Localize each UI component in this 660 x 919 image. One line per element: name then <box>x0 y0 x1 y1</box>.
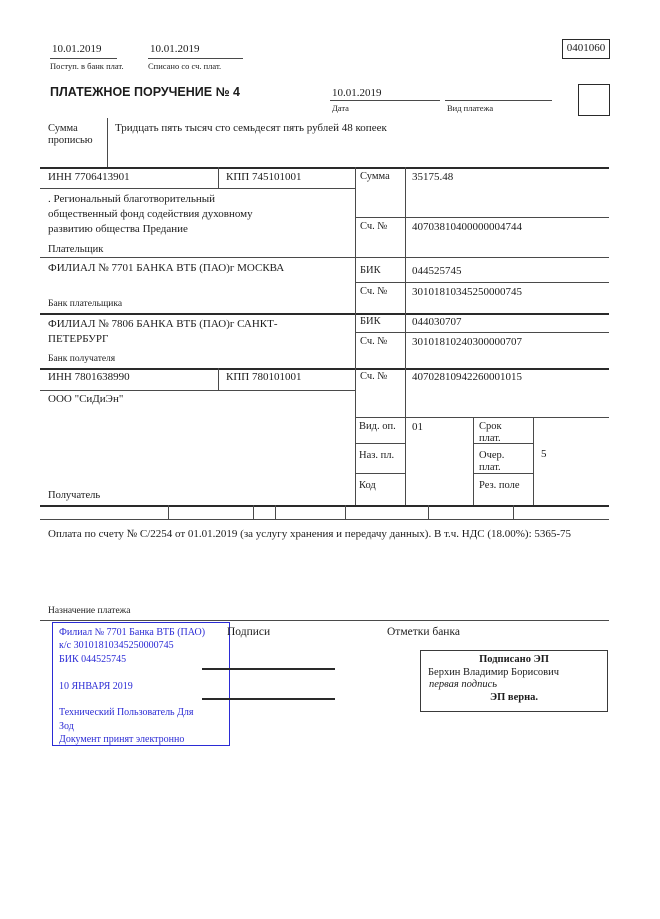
table-line <box>40 313 609 315</box>
sum-label: Сумма <box>360 171 390 182</box>
payer-bank-label: Банк плательщика <box>48 299 123 309</box>
table-line <box>40 167 609 169</box>
table-line <box>40 390 355 391</box>
table-line <box>40 188 355 189</box>
page-title: ПЛАТЕЖНОЕ ПОРУЧЕНИЕ № 4 <box>50 85 240 99</box>
table-line <box>40 519 609 520</box>
payee-bank-bik: 044030707 <box>412 316 462 328</box>
stamp-line: БИК 044525745 <box>59 653 127 665</box>
signatures-label: Подписи <box>227 626 271 638</box>
divider <box>168 505 169 519</box>
table-line <box>355 417 609 418</box>
divider <box>445 100 552 101</box>
divider <box>107 118 108 167</box>
payee-bank-label: Банк получателя <box>48 354 116 364</box>
table-line <box>355 473 405 474</box>
stamp-line <box>59 693 229 706</box>
stamp-line: к/с 30101810345250000745 <box>59 640 174 652</box>
divider <box>428 505 429 519</box>
payer-bank-bik: 044525745 <box>412 265 462 277</box>
payer-bank-account-label: Сч. № <box>360 286 388 297</box>
stamp-line: 10 ЯНВАРЯ 2019 <box>59 680 133 692</box>
divider <box>473 417 474 505</box>
signature-line <box>202 698 335 700</box>
payment-type-label: Вид платежа <box>447 103 494 113</box>
divider <box>218 368 219 390</box>
payer-account: 40703810400000004744 <box>412 221 522 233</box>
payee-account-label: Сч. № <box>360 371 388 382</box>
divider <box>330 100 440 101</box>
table-line <box>355 217 609 218</box>
payer-bank-account: 30101810345250000745 <box>412 286 522 298</box>
sum-value: 35175.48 <box>412 171 454 183</box>
divider <box>253 505 254 519</box>
bank-marks-label: Отметки банка <box>387 626 460 638</box>
stamp-line: Документ принят электронно <box>59 734 185 746</box>
table-line <box>40 257 609 258</box>
divider <box>50 58 117 59</box>
payment-purpose-text: Оплата по счету № С/2254 от 01.01.2019 (за услугу хранения и передачу данных). В т.ч. НДС (18.00%): 5365-75 <box>48 528 572 540</box>
divider <box>533 417 534 505</box>
divider <box>355 167 356 505</box>
electronic-signature-box <box>420 650 608 712</box>
payee-bank-account: 30101810240300000707 <box>412 336 522 348</box>
table-line <box>355 332 609 333</box>
payee-inn: ИНН 7801638990 <box>48 371 130 383</box>
divider <box>218 167 219 188</box>
payee-bank-account-label: Сч. № <box>360 336 388 347</box>
payment-order-label: Очер. плат. <box>479 450 505 473</box>
reserve-field-label: Рез. поле <box>479 480 520 491</box>
payer-bank-name: ФИЛИАЛ № 7701 БАНКА ВТБ (ПАО)г МОСКВА <box>48 262 285 274</box>
op-type-label: Вид. оп. <box>359 421 396 432</box>
received-date-label: Поступ. в банк плат. <box>50 61 124 71</box>
divider <box>275 505 276 519</box>
divider <box>405 167 406 505</box>
payee-bank-name: ФИЛИАЛ № 7806 БАНКА ВТБ (ПАО)г САНКТ-ПЕТЕРБУРГ <box>48 318 278 345</box>
purpose-code-label: Наз. пл. <box>359 450 395 461</box>
ep-title: Подписано ЭП <box>479 654 549 665</box>
divider <box>148 58 243 59</box>
payer-account-label: Сч. № <box>360 221 388 232</box>
table-line <box>355 282 609 283</box>
table-line <box>40 505 609 507</box>
form-code-box: 0401060 <box>562 39 610 59</box>
divider <box>513 505 514 519</box>
table-line <box>40 620 609 621</box>
stamp-line: Зод <box>59 720 74 732</box>
stamp-line: Технический Пользователь Для <box>59 707 194 719</box>
payee-bank-bik-label: БИК <box>360 316 381 327</box>
payment-type-box <box>578 84 610 116</box>
amount-words-label: Сумма прописью <box>48 123 93 146</box>
payee-account: 40702810942260001015 <box>412 371 522 383</box>
debited-date-label: Списано со сч. плат. <box>148 61 222 71</box>
payer-bank-bik-label: БИК <box>360 265 381 276</box>
ep-sign-type: первая подпись <box>429 679 498 690</box>
payment-term-label: Срок плат. <box>479 421 502 444</box>
payee-name: ООО "СиДиЭн" <box>48 393 124 405</box>
table-line <box>40 368 609 370</box>
bank-stamp-box <box>52 622 230 746</box>
payment-purpose-label: Назначение платежа <box>48 606 131 616</box>
document-date: 10.01.2019 <box>332 87 382 99</box>
ep-signer-name: Берхин Владимир Борисович <box>428 666 559 678</box>
payee-kpp: КПП 780101001 <box>226 371 302 383</box>
debited-date: 10.01.2019 <box>150 43 200 55</box>
divider <box>345 505 346 519</box>
signature-line <box>202 668 335 670</box>
stamp-line: Филиал № 7701 Банка ВТБ (ПАО) <box>59 627 206 638</box>
received-date: 10.01.2019 <box>52 43 102 55</box>
payment-order-value: 5 <box>541 448 547 460</box>
payer-name: . Региональный благотворительный общественный фонд содействия духовному развитию общества Предание <box>48 193 253 235</box>
code-label: Код <box>359 480 376 491</box>
table-line <box>355 443 405 444</box>
ep-verified: ЭП верна. <box>489 691 538 703</box>
amount-words: Тридцать пять тысяч сто семьдесят пять рублей 48 копеек <box>115 122 387 134</box>
date-label: Дата <box>332 103 349 113</box>
payer-label: Плательщик <box>48 244 104 255</box>
payer-kpp: КПП 745101001 <box>226 171 302 183</box>
op-type-value: 01 <box>412 421 423 433</box>
payer-inn: ИНН 7706413901 <box>48 171 130 183</box>
payee-label: Получатель <box>48 490 101 501</box>
